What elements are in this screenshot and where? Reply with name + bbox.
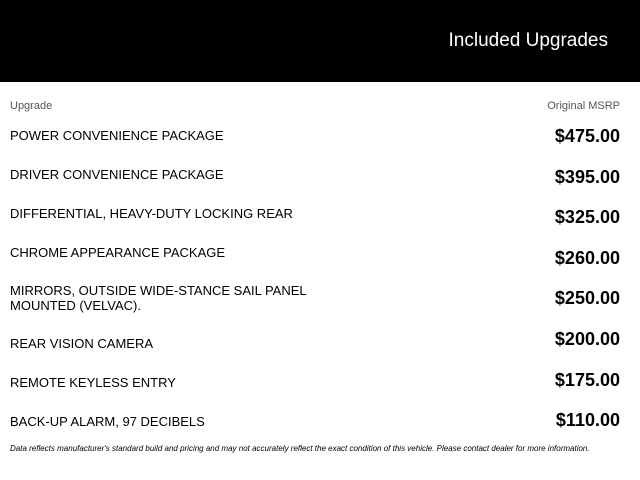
upgrade-row	[0, 283, 640, 323]
upgrade-row	[0, 245, 640, 285]
page-title: Included Upgrades	[448, 30, 608, 51]
column-header-msrp: Original MSRP	[547, 100, 620, 112]
upgrade-price: $475.00	[554, 126, 620, 146]
disclaimer-text: Data reflects manufacturer's standard build and pricing and may not accurately reflect the exact condition of this vehicle. Please contact dealer for more information.	[10, 444, 590, 453]
upgrade-row	[0, 329, 640, 369]
upgrade-row	[0, 128, 640, 168]
upgrade-name: MIRRORS, OUTSIDE WIDE-STANCE SAIL PANEL MOUNTED (VELVAC).	[10, 283, 307, 313]
header-bar	[0, 0, 640, 82]
upgrade-row	[0, 206, 640, 246]
upgrade-name: REAR VISION CAMERA	[10, 336, 154, 351]
upgrade-name: BACK-UP ALARM, 97 DECIBELS	[10, 414, 205, 429]
upgrade-price: $260.00	[554, 248, 620, 268]
upgrade-name: REMOTE KEYLESS ENTRY	[10, 375, 176, 390]
upgrade-price: $110.00	[555, 410, 620, 430]
upgrade-price: $200.00	[554, 329, 620, 349]
upgrade-price: $395.00	[554, 167, 620, 187]
upgrade-name: CHROME APPEARANCE PACKAGE	[10, 245, 226, 260]
upgrade-price: $250.00	[554, 288, 620, 308]
upgrade-row	[0, 167, 640, 207]
upgrade-name: DIFFERENTIAL, HEAVY-DUTY LOCKING REAR	[10, 206, 293, 221]
upgrade-price: $325.00	[554, 207, 620, 227]
column-header-upgrade: Upgrade	[10, 100, 53, 112]
upgrade-name: DRIVER CONVENIENCE PACKAGE	[10, 167, 224, 182]
upgrade-name: POWER CONVENIENCE PACKAGE	[10, 128, 224, 143]
upgrade-price: $175.00	[554, 370, 620, 390]
upgrade-row	[0, 370, 640, 410]
